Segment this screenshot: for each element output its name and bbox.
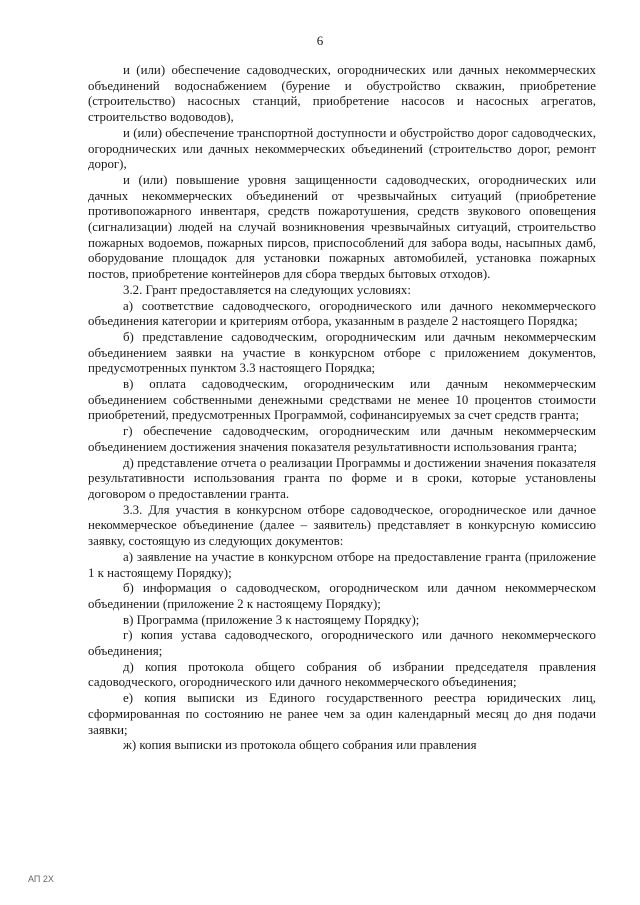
paragraph: д) копия протокола общего собрания об избрании председателя правления садоводческого, огороднического или дачного некоммерческого объединения; (88, 659, 596, 690)
page-number: 6 (316, 33, 324, 48)
paragraph: а) заявление на участие в конкурсном отборе на предоставление гранта (приложение 1 к настоящему Порядку); (88, 549, 596, 580)
paragraph: б) информация о садоводческом, огородническом или дачном некоммерческом объединении (приложение 2 к настоящему Порядку); (88, 581, 596, 611)
paragraph: ж) копия выписки из протокола общего собрания или правления (123, 738, 477, 753)
paragraph: е) копия выписки из Единого государственного реестра юридических лиц, сформированная по состоянию не ранее чем за один календарный месяц до дня подачи заявки; (88, 691, 596, 737)
paragraph: 3.2. Грант предоставляется на следующих условиях: (123, 282, 411, 297)
paragraph: а) соответствие садоводческого, огороднического или дачного некоммерческого объединения категории и критериям отбора, указанным в разделе 2 настоящего Порядка; (88, 298, 596, 329)
paragraph: в) Программа (приложение 3 к настоящему Порядку); (123, 612, 420, 627)
paragraph: г) копия устава садоводческого, огороднического или дачного некоммерческого объединения; (88, 628, 596, 659)
paragraph: б) представление садоводческим, огородническим или дачным некоммерческим объединением заявки на участие в конкурсном отборе с приложением документов, предусмотренных пунктом 3.3 настоящего Порядка; (88, 329, 596, 376)
paragraph: г) обеспечение садоводческим, огородническим или дачным некоммерческим объединением достижения значения показателя результативности использования гранта; (88, 424, 596, 454)
paragraph: д) представление отчета о реализации Программы и достижении значения показателя результативности использования гранта по форме и в сроки, которые установлены договором о предоставлении гранта. (88, 455, 596, 501)
footer-mark: АП 2Х (28, 874, 54, 884)
paragraph: 3.3. Для участия в конкурсном отборе садоводческое, огородническое или дачное некоммерческое объединение (далее – заявитель) представляет в конкурсную комиссию заявку, состоящую из следующих документов: (88, 502, 596, 549)
paragraph: и (или) обеспечение садоводческих, огороднических или дачных некоммерческих объединений водоснабжением (бурение и обустройство скважин, приобретение (строительство) насосных станций, приобретение насосов и насосных агрегатов, строительство водоводов), (88, 63, 596, 125)
paragraph: и (или) повышение уровня защищенности садоводческих, огороднических или дачных некоммерческих объединений от чрезвычайных ситуаций (приобретение противопожарного инвентаря, средств пожаротушения, средств звукового оповещения (сигнализации) людей на случай возникновения чрезвычайных ситуаций, строительство пожарных водоемов, пожарных пирсов, приспособлений для забора воды, насыпных дамб, оборудование площадок для установки пожарных автомобилей, установка пожарных постов, приобретение контейнеров для сбора твердых бытовых отходов). (88, 172, 596, 282)
document-body (88, 63, 596, 754)
paragraph: и (или) обеспечение транспортной доступности и обустройство дорог садоводческих, огороднических или дачных некоммерческих объединений (строительство дорог, ремонт дорог), (88, 125, 596, 172)
paragraph: в) оплата садоводческим, огородническим или дачным некоммерческим объединением собственными денежными средствами не менее 10 процентов стоимости приобретений, предусмотренных Программой, софинансируемых за счет средств гранта; (88, 377, 596, 423)
